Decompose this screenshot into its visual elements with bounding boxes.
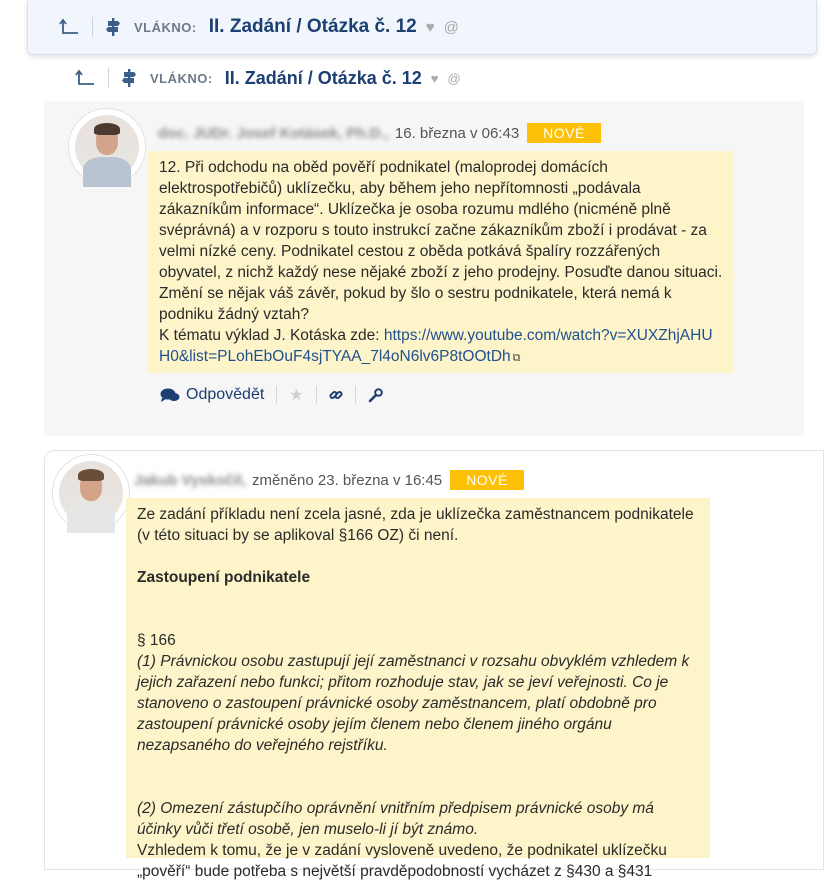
heart-icon[interactable]: ♥ [425,18,435,36]
thread-header [44,55,804,101]
wrench-icon[interactable] [368,388,383,403]
law-section: § 166 [137,632,176,649]
comments-icon [160,387,180,403]
level-up-icon[interactable] [74,67,96,89]
avatar-photo [59,461,123,525]
author-name[interactable]: doc. JUDr. Josef Kotásek, Ph.D., [158,124,389,142]
post-meta [134,470,524,490]
author-name[interactable]: Jakub Vyskočil, [134,471,247,489]
sticky-thread-header [27,0,817,55]
law-paragraph-1: (1) Právnickou osobu zastupují její zaměstnanci v rozsahu obvyklém vzhledem k jejich zařazení nebo funkci; přitom rozhoduje stav, jak se jeví veřejnosti. Co je stanoveno o zastoupení právnické osoby zaměstnancem, platí obdobně pro zastoupení právnické osoby jejím členem nebo členem jiného orgánu nezapsaného do veřejného rejstříku. [137,653,690,754]
avatar-photo [75,115,139,179]
avatar[interactable] [52,454,130,532]
post-body [126,498,710,880]
thread-title[interactable]: II. Zadání / Otázka č. 12 [208,16,417,37]
at-icon[interactable]: @ [443,18,459,36]
link-prefix: K tématu výklad J. Kotáska zde: [159,327,384,344]
reply-button[interactable] [160,386,264,404]
new-badge: NOVÉ [527,123,601,143]
avatar[interactable] [68,108,146,186]
post-date[interactable]: 16. března v 06:43 [394,124,520,142]
reply-label: Odpovědět [186,386,265,403]
youtube-link[interactable]: https://www.youtube.com/watch?v=XUXZhjAHUH0&list=PLohEbOuF4sjTYAA_7l4oN6lv6P8tOOtDh [159,327,713,365]
divider [355,386,356,404]
level-up-icon[interactable] [58,16,80,38]
post-heading: Zastoupení podnikatele [137,569,311,586]
post-meta [158,123,601,143]
external-link-icon[interactable]: ⧉ [512,352,521,364]
link-icon[interactable] [329,388,343,402]
thread-title[interactable]: II. Zadání / Otázka č. 12 [224,67,422,88]
divider [276,386,277,404]
divider [108,68,109,88]
post-intro: Ze zadání příkladu není zcela jasné, zda je uklízečka zaměstnancem podnikatele (v této situaci by se aplikoval §166 OZ) či není. [137,506,694,544]
signpost-icon[interactable] [102,16,124,38]
signpost-icon[interactable] [118,67,140,89]
post-date[interactable]: změněno 23. března v 16:45 [252,471,443,489]
new-badge: NOVÉ [450,470,524,490]
heart-icon[interactable]: ♥ [430,70,439,86]
star-icon[interactable]: ★ [289,387,304,404]
post-link-line [159,325,723,369]
thread-label: VLÁKNO: [150,70,213,86]
divider [316,386,317,404]
divider [92,17,93,37]
post-text: 12. Při odchodu na oběd pověří podnikatel (maloprodej domácích elektrospotřebičů) uklízečku, aby během jeho nepřítomnosti „podávala zákazníkům informace“. Uklízečka je osoba rozumu mdlého (nicméně plně svéprávná) a v rozporu s touto instrukcí začne zákazníkům zboží i prodávat - za velmi nízké ceny. Podnikatel cestou z oběda potkává špalíry rozzářených obyvatel, z nichž každý nese nějaké zboží z jeho prodejny. Posuďte danou situaci. Změní se nějak váš závěr, pokud by šlo o sestru podnikatele, která nemá k podniku žádný vztah? [159,159,723,323]
post-actions [160,385,383,405]
thread-label: VLÁKNO: [134,19,197,35]
post-conclusion: Vzhledem k tomu, že je v zadání vysloveně uvedeno, že podnikatel uklízečku „pověří“ bude potřeba s největší pravděpodobností vycházet z §430 a §431 [137,842,667,880]
at-icon[interactable]: @ [447,70,461,86]
post-body [148,151,733,373]
law-paragraph-2: (2) Omezení zástupčího oprávnění vnitřním předpisem právnické osoby má účinky vůči třetí osobě, jen muselo-li jí být známo. [137,800,654,838]
